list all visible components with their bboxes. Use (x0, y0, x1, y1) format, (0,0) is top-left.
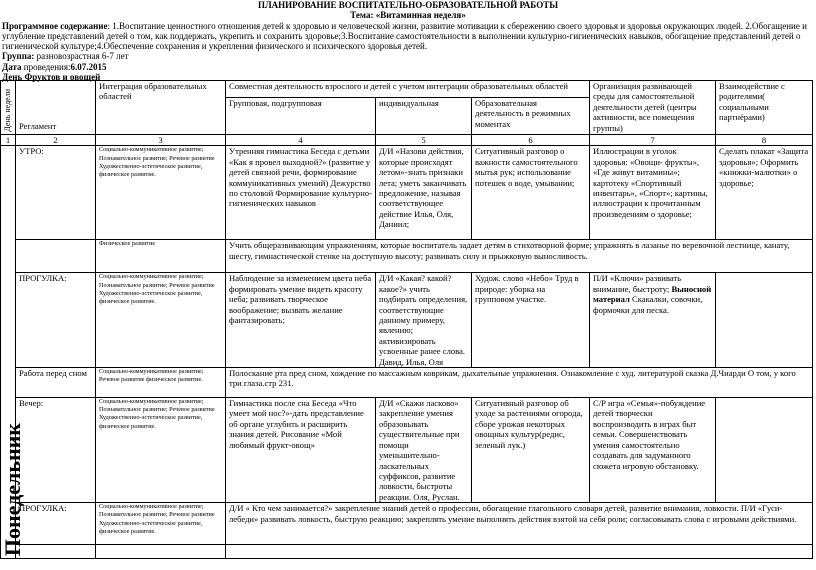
regulation-header: Регламент (16, 81, 96, 135)
column-number: 1 (1, 135, 16, 146)
second-walk-regulation: ПРОГУЛКА: (16, 503, 96, 545)
morning-routine-activity: Ситуативный разговор о важности самостоятельного мытья рук; использование потешек о воде, умывании; (472, 146, 590, 240)
column-number: 7 (590, 135, 716, 146)
plan-table (0, 80, 813, 559)
table-head-row-1 (1, 81, 813, 98)
walk-environment-game: П/И «Ключи» развивать внимание, быстроту; (593, 273, 682, 294)
date-line (0, 62, 816, 72)
column-number: 6 (472, 135, 590, 146)
program-content-label: Программное содержание (2, 20, 108, 31)
walk-environment-material-label: Выносной материал (593, 283, 712, 305)
walk-individual-activity: Д/И «Какая? какой? какое?» учить подбирать определения, соответствующие данному примеру, явлению; активизировать усвоенные ранее слова. Давид, Илья, Оля (376, 273, 472, 368)
individual-activity-header: индивидуальная (376, 98, 472, 135)
evening-parents (716, 398, 813, 503)
trailing-row (1, 545, 813, 559)
integration-header: Интеграция образовательных областей (96, 81, 226, 135)
morning-integration: Социально-коммуникативное развитие; Познавательное развитие; Речевое развитие Художественно-эстетическое развитие, физическое развитие. (96, 146, 226, 240)
group-value: разновозрастная 6-7 лет (34, 51, 129, 62)
before-sleep-row (1, 368, 813, 398)
before-sleep-text: Полоскание рта пред сном, хождение по массажным коврикам, дыхательные упражнения. Ознакомление с худ. литературой сказка Д.Чиарди О том, у кого три глаза.стр 231. (226, 368, 813, 398)
morning-regulation: УТРО: (16, 146, 96, 240)
evening-routine-activity: Ситуативный разговор об уходе за растениями огорода, сборе урожая некоторых овощных культур(редис, зеленый лук.) (472, 398, 590, 503)
physical-activity-text: Учить общеразвивающим упражнениям, которые воспитатель задает детям в стихотворной форме; упражнять в лазанье по веревочной лестнице, канату, шесту, гимнастической стенке на доступную высоту; развивать силу и прыжковую выносливость. (226, 240, 813, 273)
morning-row (1, 146, 813, 240)
column-number: 4 (226, 135, 376, 146)
second-walk-integration: Социально-коммуникативное развитие; Познавательное развитие; Речевое развитие Художественно-эстетическое развитие, физическое развитие. (96, 503, 226, 545)
second-walk-text: Д/И « Кто чем занимается?» закрепление знаний детей о профессии, обогащение глагольного словаря детей, развитие внимания, ловкости. П/И «Гуси- лебеди» развивать ловкость, быструю реакцию; закреплять умение выполнять действия взятой на себя роли; согласовывать слова с игровыми действиями. (226, 503, 813, 545)
date-label: Дата (2, 61, 22, 72)
walk-row (1, 273, 813, 368)
walk-integration: Социально-коммуникативное развитие; Познавательное развитие; Речевое развитие Художественно-эстетическое развитие, физическое развитие. (96, 273, 226, 368)
date-text: проведения: (21, 61, 71, 72)
walk-environment (590, 273, 716, 368)
day-of-week-header: День недели (1, 81, 16, 135)
group-activity-header: Групповая, подгрупповая (226, 98, 376, 135)
joint-activity-header: Совместная деятельность взрослого и детей с учетом интеграции образовательных областей (226, 81, 590, 98)
day-title: День Фруктов и овощей (2, 72, 101, 83)
morning-parents: Сделать плакат «Защита здоровья»; Оформить «книжки-малютки» о здоровье; (716, 146, 813, 240)
column-numbers-row (1, 135, 813, 146)
column-number: 3 (96, 135, 226, 146)
program-content-text: : 1.Воспитание ценностного отношения детей к здоровью и человеческой жизни, развитие мотивации к сбережению своего здоровья и здоровья окружающих людей. 2.Обогащение и углубление представлений детей о том, как поддержать, укрепить и сохранить здоровье;3.Воспитание самостоятельности в выполнении культурно-гигиенических навыков, обогащение представлений детей о гигиенической культуре;4.Обеспечение сохранения и укрепления физического и психического здоровья детей. (2, 20, 807, 52)
before-sleep-integration: Социально-коммуникативное развитие; Речевое развитие физическое развитие. (96, 368, 226, 398)
trailing-integration (96, 545, 226, 559)
morning-group-activity: Утренняя гимнастика Беседа с детьми «Как я провел выходной?» (развитие у детей связной речи, формирование коммуникативных умений) Дежурство по столовой Формирование культурно-гигиенических навыков (226, 146, 376, 240)
evening-row (1, 398, 813, 503)
theme-line: Тема: «Витаминная неделя» (350, 10, 466, 21)
program-content (0, 21, 816, 52)
physical-regulation (16, 240, 96, 273)
evening-environment: С/Р игра «Семья»-побуждение детей творчески воспроизводить в играх быт семьи. Совершенствовать умения самостоятельно создавать для задуманного сюжета игровую обстановку. (590, 398, 716, 503)
trailing-regulation (16, 545, 96, 559)
date-value: 6.07.2015 (70, 61, 107, 72)
environment-header: Организация развивающей среды для самостоятельной деятельности детей (центры активности, все помещения группы) (590, 81, 716, 135)
walk-environment-material: Скакалки, совочки, формочки для песка. (593, 294, 703, 315)
evening-integration: Социально-коммуникативное развитие; Познавательное развитие; Речевое развитие Художественно-эстетическое развитие, физическое развитие. (96, 398, 226, 503)
document-title: ПЛАНИРОВАНИЕ ВОСПИТАТЕЛЬНО-ОБРАЗОВАТЕЛЬНОЙ РАБОТЫ (257, 0, 559, 10)
day-name: Понедельник (0, 422, 25, 556)
column-number: 5 (376, 135, 472, 146)
group-line (0, 51, 816, 61)
morning-environment: Иллюстрации в уголок здоровья: «Овощи- фрукты», «Где живут витамины»; картотеку «Спортивный инвентарь», «Спорт»; картины, иллюстрации к прочитанным произведениям о здоровье; (590, 146, 716, 240)
column-number: 8 (716, 135, 813, 146)
evening-individual-activity: Д/И «Скажи ласково» закрепление умения образовывать существительные при помощи уменьшительно-ласкательных суффиксов, развитие ловкости, быстроты реакции. Оля, Руслан. (376, 398, 472, 503)
second-walk-row (1, 503, 813, 545)
routine-activity-header: Образовательная деятельность в режимных моментах (472, 98, 590, 135)
walk-parents (716, 273, 813, 368)
parents-header: Взаимодействие с родителями( социальными партнёрами) (716, 81, 813, 135)
day-name-cell (0, 146, 25, 559)
before-sleep-regulation: Работа перед сном (16, 368, 96, 398)
group-label: Группа: (2, 51, 35, 62)
physical-integration: Физическое развитие (96, 240, 226, 273)
evening-group-activity: Гимнастика после сна Беседа «Что умеет мой нос?»-дать представление об органе углубить и расширить знания детей. Рисование «Мой любимый фрукт-овощ» (226, 398, 376, 503)
walk-routine-activity: Худож. слово «Небо» Труд в природе: уборка на групповом участке. (472, 273, 590, 368)
walk-group-activity: Наблюдение за изменением цвета неба формировать умение видеть красоту неба; развивать творческое воображение; вызвать желание фантазировать; (226, 273, 376, 368)
evening-regulation: Вечер: (16, 398, 96, 503)
document-header (0, 0, 816, 82)
column-number: 2 (16, 135, 96, 146)
trailing-text (226, 545, 813, 559)
physical-development-row (1, 240, 813, 273)
walk-regulation: ПРОГУЛКА: (16, 273, 96, 368)
morning-individual-activity: Д/И «Назови действия, которые происходят летом»-знать признаки лета; уметь заканчивать предложение, называя соответствующее действие Илья, Оля, Даниил; (376, 146, 472, 240)
